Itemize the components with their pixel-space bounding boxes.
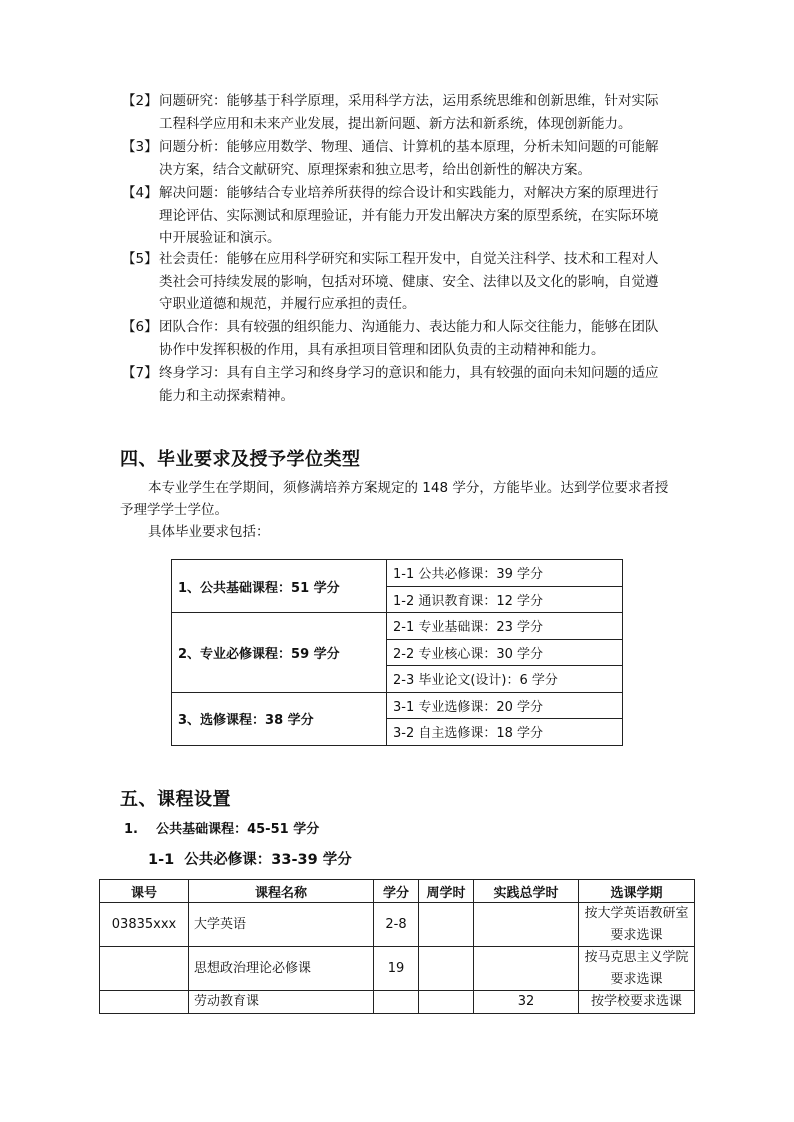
table-row: [100, 903, 695, 947]
requirement-sub: 1-1 公共必修课：39 学分: [387, 560, 623, 587]
course-practice-hours: 32: [474, 991, 579, 1014]
outcome-line: 理论评估、实际测试和原理验证，并有能力开发出解决方案的原型系统，在实际环境: [159, 207, 659, 224]
column-header: 选课学期: [579, 880, 695, 903]
course-table: [99, 879, 695, 1014]
outcome-line: 能力和主动探索精神。: [159, 387, 294, 404]
requirement-sub: 2-3 毕业论文(设计)：6 学分: [387, 666, 623, 693]
course-term: 按学校要求选课: [579, 991, 695, 1014]
column-header: 课号: [100, 880, 189, 903]
course-name: 大学英语: [189, 903, 374, 947]
outcome-number: 【5】: [122, 251, 158, 267]
requirement-sub: 3-1 专业选修课：20 学分: [387, 692, 623, 719]
course-name: 思想政治理论必修课: [189, 947, 374, 991]
paragraph-line: 具体毕业要求包括：: [148, 524, 270, 540]
course-name: 劳动教育课: [189, 991, 374, 1014]
outcome-number: 【3】: [122, 139, 158, 155]
table-row: [172, 613, 623, 640]
graduation-requirements-table: [171, 559, 623, 746]
outcome-number: 【2】: [122, 93, 158, 109]
outcome-line: 问题研究：能够基于科学原理，采用科学方法，运用系统思维和创新思维，针对实际: [159, 93, 659, 109]
column-header: 课程名称: [189, 880, 374, 903]
table-header-row: [100, 880, 695, 903]
subsection-heading: 1-1 公共必修课：33-39 学分: [148, 852, 352, 868]
paragraph-line: 本专业学生在学期间，须修满培养方案规定的 148 学分，方能毕业。达到学位要求者授: [148, 480, 669, 496]
requirement-group: 2、专业必修课程：59 学分: [172, 613, 387, 693]
outcome-line: 终身学习：具有自主学习和终身学习的意识和能力，具有较强的面向未知问题的适应: [159, 365, 659, 381]
requirement-group: 1、公共基础课程：51 学分: [172, 560, 387, 613]
course-practice-hours: [474, 947, 579, 991]
outcome-line: 工程科学应用和未来产业发展，提出新问题、新方法和新系统，体现创新能力。: [159, 115, 632, 132]
requirement-sub: 2-1 专业基础课：23 学分: [387, 613, 623, 640]
column-header: 实践总学时: [474, 880, 579, 903]
outcome-item-4: [122, 182, 682, 250]
requirement-sub: 1-2 通识教育课：12 学分: [387, 586, 623, 613]
outcome-line: 协作中发挥积极的作用，具有承担项目管理和团队负责的主动精神和能力。: [159, 341, 605, 358]
course-term: 按大学英语教研室要求选课: [579, 903, 695, 947]
outcome-number: 【4】: [122, 185, 158, 201]
outcome-line: 解决问题：能够结合专业培养所获得的综合设计和实践能力，对解决方案的原理进行: [159, 185, 659, 201]
outcome-item-5: [122, 248, 682, 316]
table-row: [172, 692, 623, 719]
course-weekly-hours: [419, 991, 474, 1014]
section-heading: 四、毕业要求及授予学位类型: [120, 449, 361, 470]
requirement-sub: 3-2 自主选修课：18 学分: [387, 719, 623, 746]
course-code: [100, 991, 189, 1014]
outcome-item-7: [122, 362, 682, 407]
column-header: 周学时: [419, 880, 474, 903]
course-term: 按马克思主义学院要求选课: [579, 947, 695, 991]
course-credits: 2-8: [374, 903, 419, 947]
outcome-line: 类社会可持续发展的影响，包括对环境、健康、安全、法律以及文化的影响，自觉遵: [159, 273, 659, 290]
requirement-group: 3、选修课程：38 学分: [172, 692, 387, 745]
course-credits: 19: [374, 947, 419, 991]
outcome-number: 【6】: [122, 319, 158, 335]
course-credits: [374, 991, 419, 1014]
outcome-number: 【7】: [122, 365, 158, 381]
outcome-item-2: [122, 90, 682, 135]
outcome-line: 决方案，结合文献研究、原理探索和独立思考，给出创新性的解决方案。: [159, 161, 591, 178]
outcome-item-3: [122, 136, 682, 181]
course-code: [100, 947, 189, 991]
course-code: 03835xxx: [100, 903, 189, 947]
outcome-line: 团队合作：具有较强的组织能力、沟通能力、表达能力和人际交往能力，能够在团队: [159, 319, 659, 335]
outcome-item-6: [122, 316, 682, 361]
course-weekly-hours: [419, 903, 474, 947]
table-row: [100, 991, 695, 1014]
paragraph-line: 予理学学士学位。: [120, 502, 228, 518]
outcome-line: 中开展验证和演示。: [159, 230, 281, 246]
section-heading: 五、课程设置: [120, 789, 231, 810]
column-header: 学分: [374, 880, 419, 903]
table-row: [172, 560, 623, 587]
course-practice-hours: [474, 903, 579, 947]
outcome-line: 社会责任：能够在应用科学研究和实际工程开发中，自觉关注科学、技术和工程对人: [159, 251, 659, 267]
subsection-heading: 1. 公共基础课程：45-51 学分: [124, 822, 320, 837]
requirement-sub: 2-2 专业核心课：30 学分: [387, 639, 623, 666]
course-weekly-hours: [419, 947, 474, 991]
table-row: [100, 947, 695, 991]
outcome-line: 守职业道德和规范，并履行应承担的责任。: [159, 296, 416, 312]
outcome-line: 问题分析：能够应用数学、物理、通信、计算机的基本原理，分析未知问题的可能解: [159, 139, 659, 155]
